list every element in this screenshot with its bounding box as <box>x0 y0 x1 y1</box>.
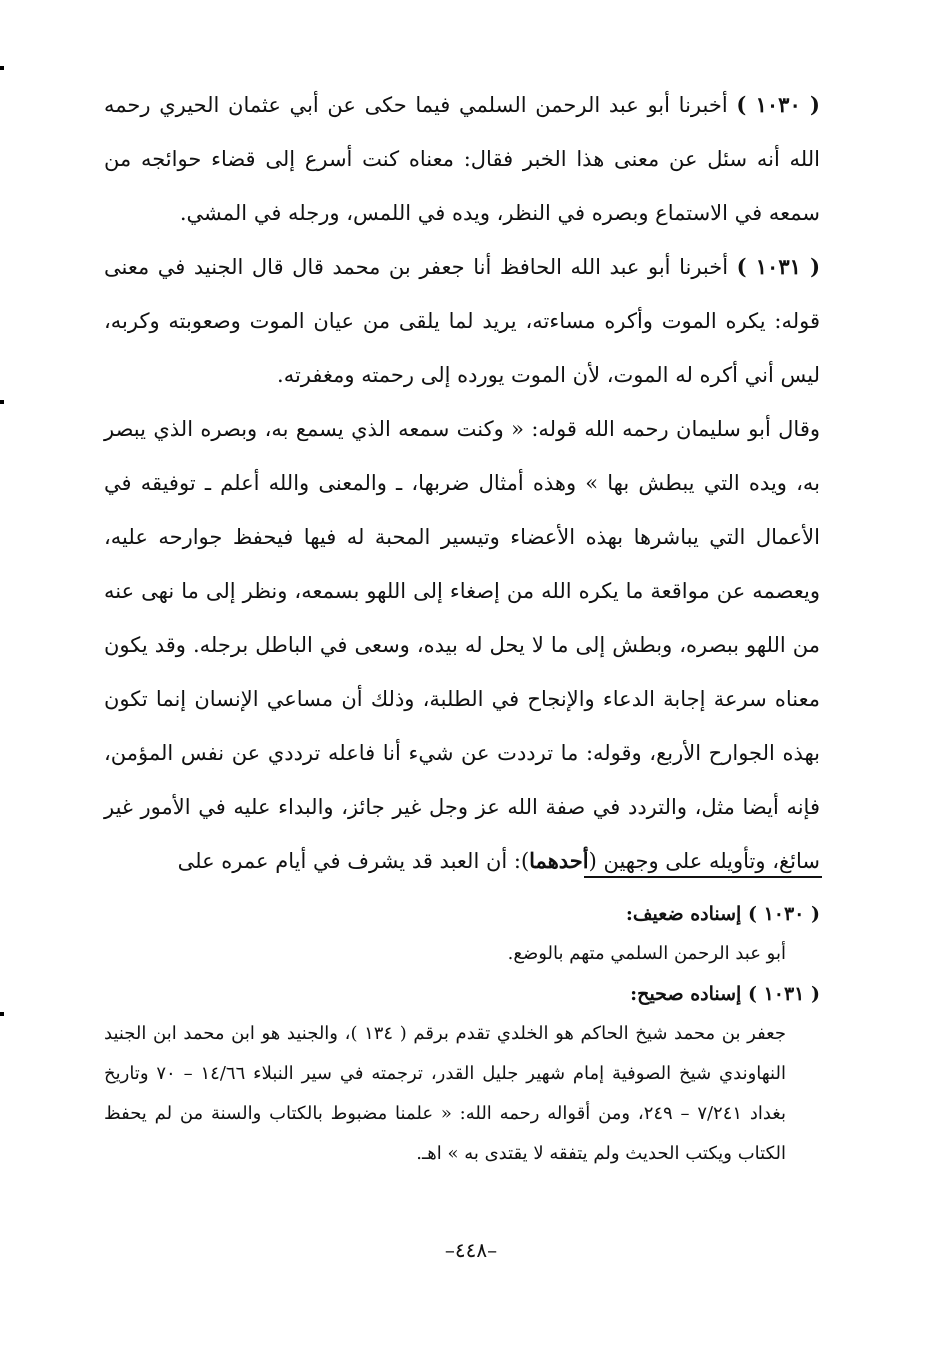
hadith-paragraph-1031 <box>104 240 820 402</box>
footnote-heading-1030: ( ١٠٣٠ ) إسناده ضعيف: <box>625 903 820 925</box>
footnote-divider <box>584 876 822 878</box>
hadith-number: ( ١٠٣١ ) <box>736 254 821 279</box>
page-number: –٤٤٨– <box>444 1238 498 1262</box>
commentary-bold-term: أحدهما <box>529 848 589 873</box>
margin-mark <box>0 1012 4 1016</box>
commentary-paragraph <box>104 402 820 888</box>
commentary-text: وقال أبو سليمان رحمه الله قوله: « وكنت سمعه الذي يسمع به، وبصره الذي يبصر به، ويده التي يبطش بها » وهذه أمثال ضربها، ـ والمعنى والله أعلم ـ توفيقه في الأعمال التي يباشرها بهذه الأعضاء وتيسير المحبة له فيها فيحفظ جوارحه عليه، ويعصمه عن مواقعة ما يكره الله من إصغاء إلى اللهو بسمعه، ونظر إلى ما نهى عنه من اللهو ببصره، وبطش إلى ما لا يحل له بيده، وسعى في الباطل برجله. وقد يكون معناه سرعة إجابة الدعاء والإنجاح في الطلبة، وذلك أن مساعي الإنسان إنما تكون بهذه الجوارح الأربع، وقوله: ما ترددت عن شيء أنا فاعله ترددي عن نفس المؤمن، فإنه أيضا مثل، والتردد في صفة الله عز وجل غير جائز، والبداء عليه في الأمور غير سائغ، وتأويله على وجهين ( <box>104 417 820 873</box>
main-text <box>104 78 820 888</box>
margin-mark <box>0 66 4 70</box>
hadith-paragraph-1030 <box>104 78 820 240</box>
margin-mark <box>0 400 4 404</box>
footnote-text-1030: أبو عبد الرحمن السلمي متهم بالوضع. <box>507 943 786 964</box>
footnote-heading-1031: ( ١٠٣١ ) إسناده صحيح: <box>630 983 820 1005</box>
hadith-text: أخبرنا أبو عبد الله الحافظ أنا جعفر بن محمد قال قال الجنيد في معنى قوله: يكره الموت وأكره مساءته، يريد لما يلقى من عيان الموت وصعوبته وكربه، ليس أني أكره له الموت، لأن الموت يورده إلى رحمته ومغفرته. <box>104 255 820 387</box>
hadith-number: ( ١٠٣٠ ) <box>736 92 820 117</box>
footnotes <box>104 894 820 1174</box>
commentary-text-continued: ): أن العبد قد يشرف في أيام عمره على <box>177 849 530 873</box>
hadith-text: أخبرنا أبو عبد الرحمن السلمي فيما حكى عن أبي عثمان الحيري رحمه الله أنه سئل عن معنى هذا الخبر فقال: معناه كنت أسرع إلى قضاء حوائجه من سمعه في الاستماع وبصره في النظر، ويده في اللمس، ورجله في المشي. <box>104 93 820 225</box>
footnote-text-1031: جعفر بن محمد شيخ الحاكم هو الخلدي تقدم برقم ( ١٣٤ )، والجنيد هو ابن محمد ابن الجنيد النهاوندي شيخ الصوفية إمام شهير جليل القدر، ترجمته في سير النبلاء ١٤/٦٦ – ٧٠ وتاريخ بغداد ٧/٢٤١ – ٢٤٩، ومن أقواله رحمه الله: « علمنا مضبوط بالكتاب والسنة من لم يحفظ الكتاب ويكتب الحديث ولم يتفقه لا يقتدى به » اهـ. <box>104 1023 787 1164</box>
